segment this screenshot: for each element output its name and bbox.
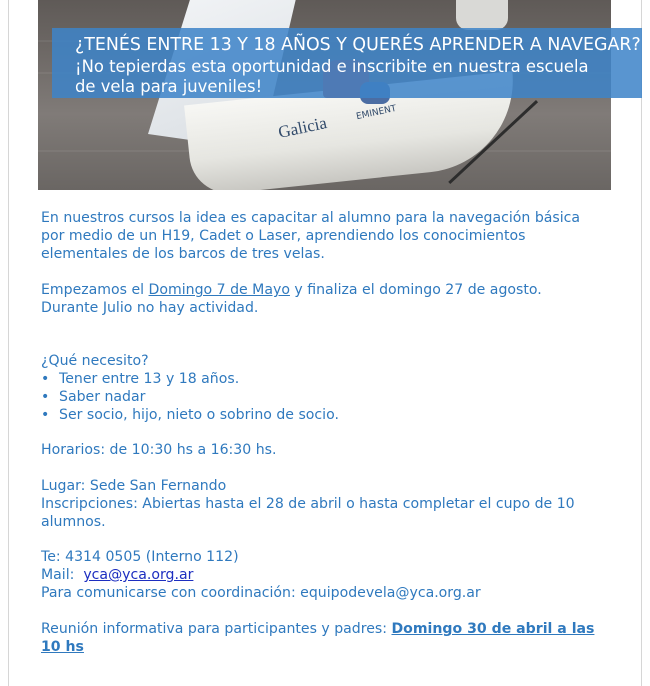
bullet-icon: • — [41, 407, 50, 423]
banner-subline: de vela para juveniles! — [75, 77, 263, 96]
mail-label: Mail: — [41, 567, 84, 583]
dates-suffix: y finaliza el domingo 27 de agosto. — [289, 282, 542, 298]
requirements-section — [41, 352, 339, 424]
schedule-text: Horarios: de 10:30 hs a 16:30 hs. — [41, 442, 277, 458]
meeting-prefix: Reunión informativa para participantes y padres: — [41, 621, 392, 637]
mail-link[interactable]: yca@yca.org.ar — [83, 567, 194, 583]
meeting-section — [41, 620, 594, 656]
mail-line — [41, 566, 481, 584]
intro-line: En nuestros cursos la idea es capacitar al alumno para la navegación básica — [41, 210, 581, 226]
bullet-icon: • — [41, 389, 50, 405]
dates-note: Durante Julio no hay actividad. — [41, 300, 259, 316]
signup-line: Inscripciones: Abiertas hasta el 28 de abril o hasta completar el cupo de 10 — [41, 496, 575, 512]
signup-line: alumnos. — [41, 514, 106, 530]
dates-paragraph — [41, 281, 542, 317]
requirement-text: Saber nadar — [59, 389, 146, 405]
requirement-item — [41, 370, 339, 388]
coordination-text: Para comunicarse con coordinación: equipodevela@yca.org.ar — [41, 585, 481, 601]
banner-subline: ¡No tepierdas esta oportunidad e inscribite en nuestra escuela — [75, 57, 589, 76]
banner-headline: ¿TENÉS ENTRE 13 Y 18 AÑOS Y QUERÉS APRENDER A NAVEGAR? — [75, 35, 641, 55]
meeting-time-link[interactable]: 10 hs — [41, 639, 84, 655]
meeting-line — [41, 620, 594, 638]
requirement-item — [41, 406, 339, 424]
intro-line: por medio de un H19, Cadet o Laser, aprendiendo los conocimientos — [41, 228, 526, 244]
location-place: Lugar: Sede San Fernando — [41, 478, 227, 494]
requirements-title: ¿Qué necesito? — [41, 353, 149, 369]
meeting-line — [41, 638, 594, 656]
meeting-date-link[interactable]: Domingo 30 de abril a las — [391, 621, 595, 637]
dates-prefix: Empezamos el — [41, 282, 149, 298]
dates-line — [41, 281, 542, 299]
start-date-link[interactable]: Domingo 7 de Mayo — [148, 282, 290, 298]
location-section — [41, 477, 575, 531]
bullet-icon: • — [41, 371, 50, 387]
boat-name: Galicia — [276, 113, 329, 142]
phone-text: Te: 4314 0505 (Interno 112) — [41, 549, 239, 565]
intro-paragraph — [41, 209, 580, 263]
requirement-text: Tener entre 13 y 18 años. — [59, 371, 240, 387]
sailor-figure — [456, 0, 508, 30]
requirement-item — [41, 388, 339, 406]
intro-line: elementales de los barcos de tres velas. — [41, 246, 325, 262]
boat-sub-label: EMINENT — [355, 103, 398, 123]
contact-section — [41, 548, 481, 602]
requirement-text: Ser socio, hijo, nieto o sobrino de socio. — [59, 407, 339, 423]
